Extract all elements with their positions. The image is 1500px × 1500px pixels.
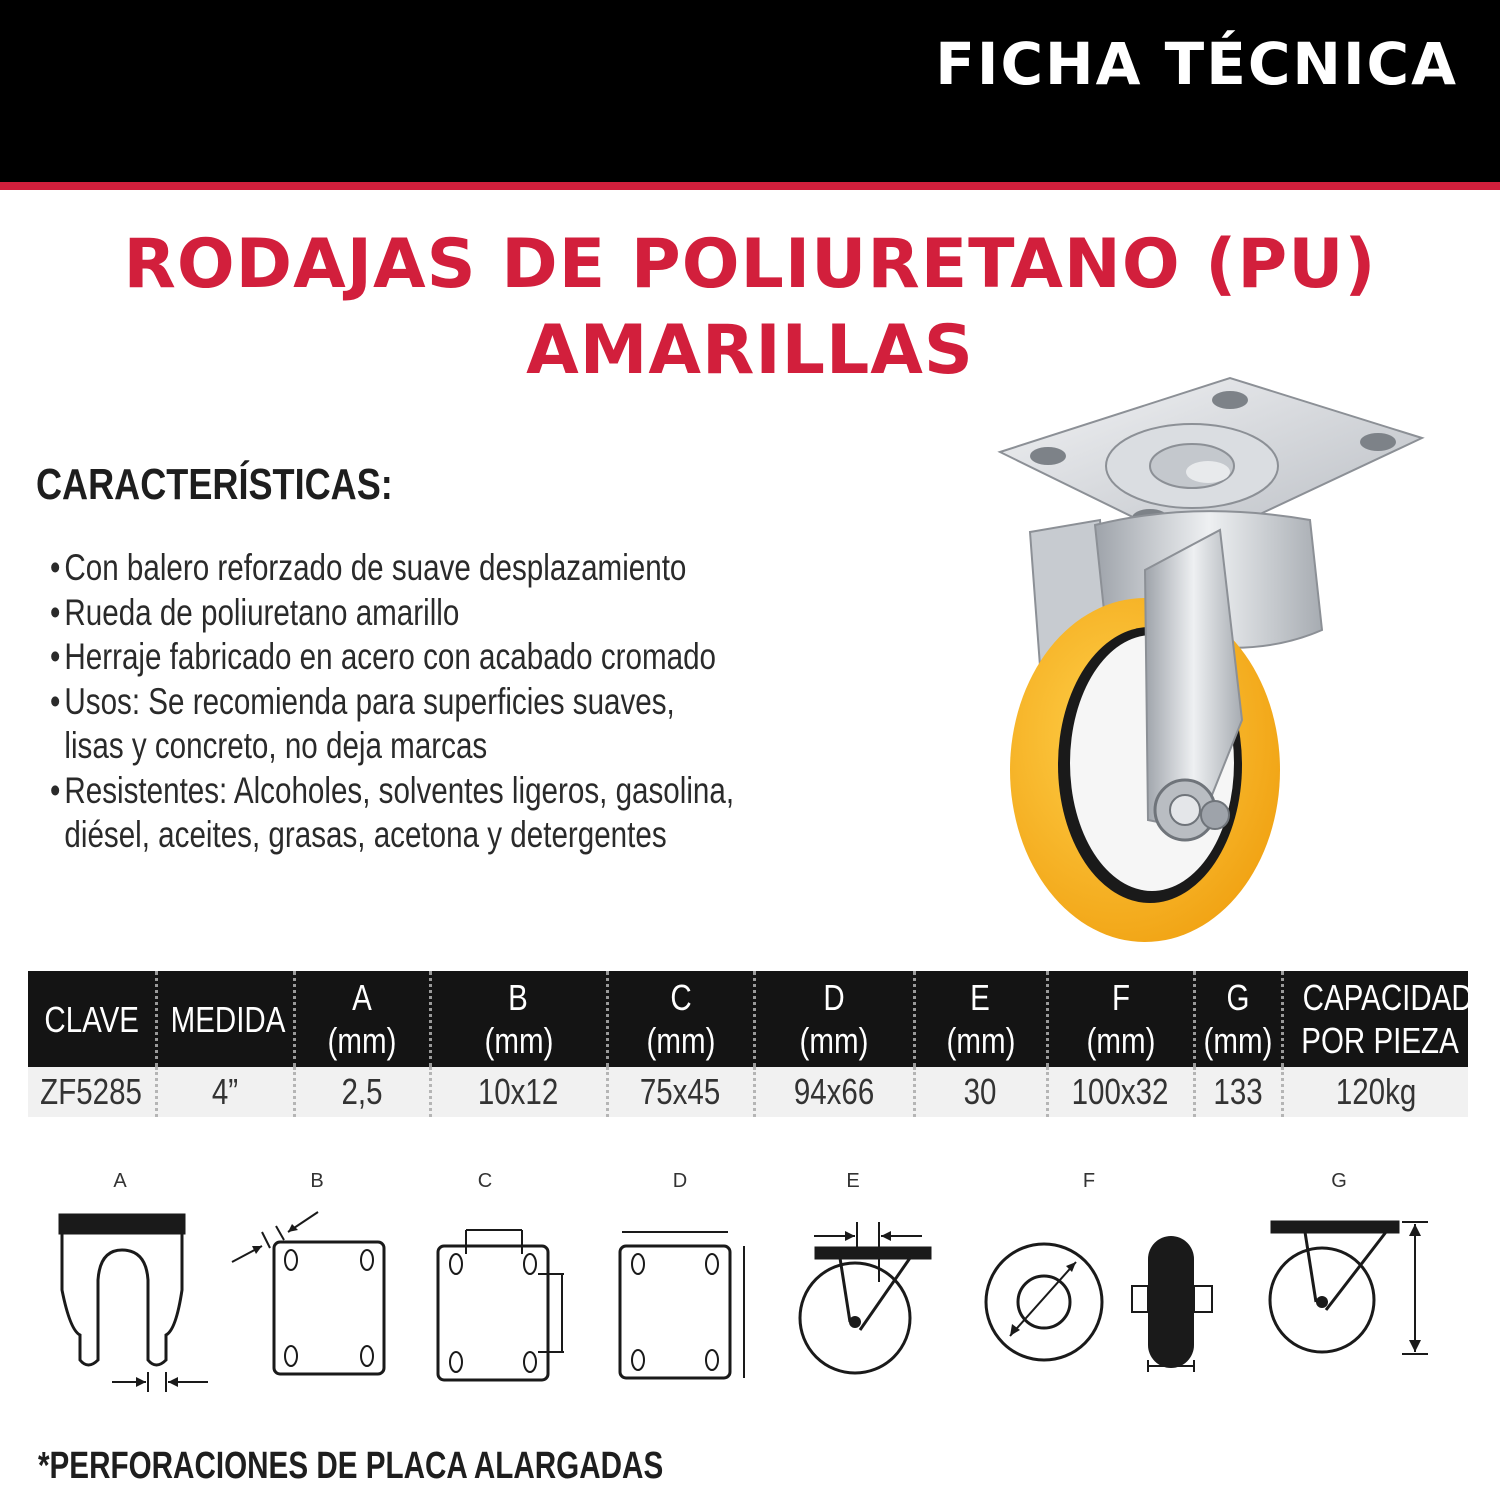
footnote: *PERFORACIONES DE PLACA ALARGADAS [38,1445,664,1487]
spec-cell-e: 30 [914,1067,1047,1117]
spec-header-cell: E (mm) [914,971,1047,1067]
feature-item: • Rueda de poliuretano amarillo [50,591,738,636]
diagram-g-height [1270,1222,1428,1354]
dimension-diagrams [0,1170,1500,1410]
feature-item: • Con balero reforzado de suave desplazamiento [50,546,738,591]
header-accent-rule [0,182,1500,190]
spec-table-header-row [28,971,1468,1067]
diagram-label-g: G [1331,1170,1347,1192]
spec-cell-d: 94x66 [754,1067,914,1117]
diagram-label-b: B [310,1170,324,1192]
spec-cell-g: 133 [1194,1067,1282,1117]
spec-cell-medida: 4” [156,1067,294,1117]
feature-item: • Usos: Se recomienda para superficies suaves, lisas y concreto, no deja marcas [50,680,738,769]
feature-item: • Resistentes: Alcoholes, solventes ligeros, gasolina, diésel, aceites, grasas, acetona y detergentes [50,769,738,858]
spec-cell-capacidad: 120kg [1282,1067,1468,1117]
diagram-label-c: C [477,1170,493,1192]
diagram-e-offset [800,1222,930,1373]
diagram-label-e: E [846,1170,860,1192]
spec-header-cell: CLAVE [28,971,156,1067]
features-list [50,546,738,858]
features-heading: CARACTERÍSTICAS: [36,460,393,509]
diagram-c-plate [438,1230,564,1380]
diagram-label-d: D [672,1170,688,1192]
header-title: FICHA TÉCNICA [935,30,1458,98]
caster-wheel-image [930,370,1430,950]
diagram-f-wheel [986,1236,1212,1372]
spec-table [28,971,1473,1117]
spec-header-cell: F (mm) [1047,971,1194,1067]
spec-header-cell: CAPACIDAD POR PIEZA [1282,971,1468,1067]
feature-item: • Herraje fabricado en acero con acabado cromado [50,635,738,680]
spec-cell-f: 100x32 [1047,1067,1194,1117]
header-bar [0,0,1500,182]
spec-header-cell: C (mm) [607,971,754,1067]
product-title [0,222,1500,394]
product-title-line-1: RODAJAS DE POLIURETANO (PU) [123,225,1377,304]
diagram-a-fork [60,1215,208,1392]
spec-header-cell: MEDIDA [156,971,294,1067]
diagram-label-f: F [1082,1170,1096,1192]
spec-cell-c: 75x45 [607,1067,754,1117]
diagram-d-plate [620,1232,744,1378]
spec-header-cell: A (mm) [294,971,430,1067]
spec-cell-clave: ZF5285 [28,1067,156,1117]
diagram-label-a: A [113,1170,127,1192]
spec-header-cell: D (mm) [754,971,914,1067]
spec-cell-b: 10x12 [430,1067,607,1117]
diagram-drawings [0,1170,1500,1410]
spec-table-row [28,1067,1468,1117]
product-title-line-2: AMARILLAS [526,311,974,390]
spec-header-cell: B (mm) [430,971,607,1067]
diagram-b-plate [232,1212,384,1374]
spec-header-cell: G (mm) [1194,971,1282,1067]
spec-cell-a: 2,5 [294,1067,430,1117]
